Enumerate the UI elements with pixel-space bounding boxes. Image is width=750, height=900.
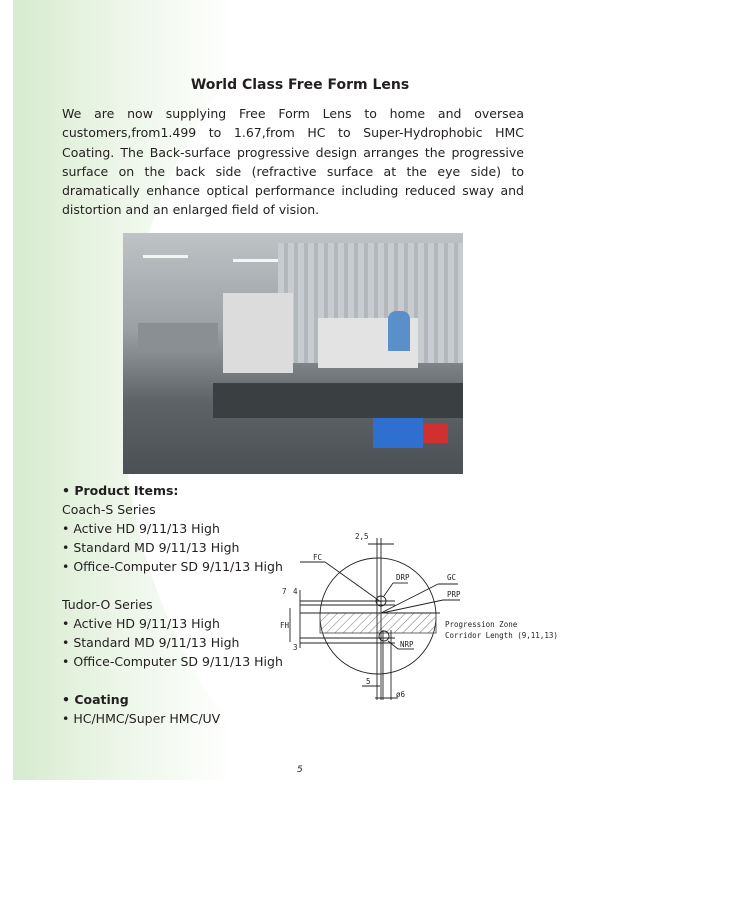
label-drp: DRP (396, 573, 410, 582)
dim-5: 5 (366, 677, 371, 686)
dim-fh: FH (280, 621, 290, 630)
dim-6: ø6 (396, 690, 406, 699)
product-items-heading: • Product Items: (62, 483, 179, 498)
label-nrp: NRP (400, 640, 414, 649)
dim-3: 3 (293, 643, 298, 652)
dim-4: 4 (293, 587, 298, 596)
list-item: • Active HD 9/11/13 High (62, 616, 220, 631)
coating-heading: • Coating (62, 692, 129, 707)
dim-7: 7 (282, 587, 287, 596)
dim-2-5: 2,5 (355, 532, 369, 541)
series-name: Coach-S Series (62, 502, 156, 517)
intro-paragraph: We are now supplying Free Form Lens to home and oversea customers,from1.499 to 1.67,from HC to Super-Hydrophobic HMC Coating. The Back-surface progressive design arranges the progressive surface on the back side (refractive surface at the eye side) to dramatically enhance optical performance including reduced sway and distortion and an enlarged field of vision. (62, 106, 524, 218)
label-gc: GC (447, 573, 457, 582)
list-item: • Active HD 9/11/13 High (62, 521, 220, 536)
corridor-label: Corridor Length (9,11,13) (445, 631, 558, 640)
page-number: 5 (297, 765, 303, 775)
list-item: • Standard MD 9/11/13 High (62, 635, 240, 650)
zone-label: Progression Zone (445, 620, 518, 629)
list-item: • Standard MD 9/11/13 High (62, 540, 240, 555)
label-fc: FC (313, 553, 323, 562)
series-name: Tudor-O Series (62, 597, 153, 612)
list-item: • Office-Computer SD 9/11/13 High (62, 559, 283, 574)
label-prp: PRP (447, 590, 461, 599)
page-title: World Class Free Form Lens (190, 77, 410, 93)
coating-item: • HC/HMC/Super HMC/UV (62, 711, 221, 726)
list-item: • Office-Computer SD 9/11/13 High (62, 654, 283, 669)
